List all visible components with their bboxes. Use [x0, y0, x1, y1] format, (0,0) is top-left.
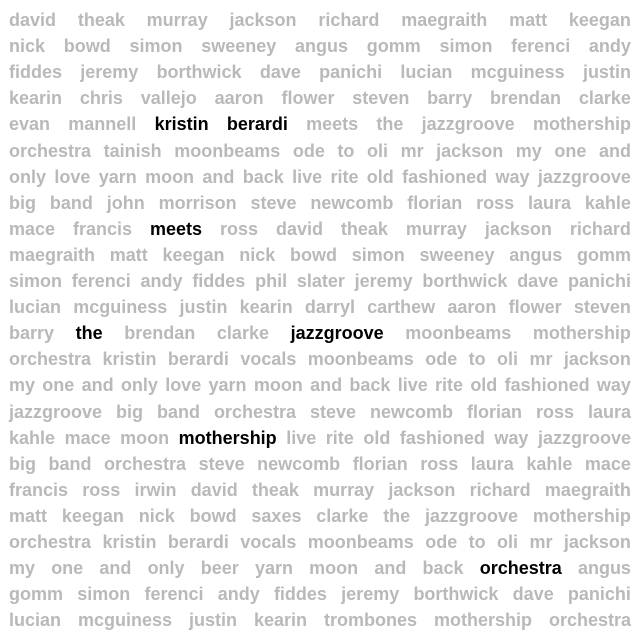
- word: old: [470, 375, 498, 396]
- word: jackson: [388, 479, 456, 500]
- text-line: [9, 294, 631, 320]
- word: rite: [325, 427, 354, 448]
- word: steven: [573, 297, 631, 318]
- word: jackson: [563, 349, 631, 370]
- word: kearin: [239, 297, 293, 318]
- word: one: [51, 558, 84, 579]
- word: tainish: [103, 140, 162, 161]
- word: gomm: [366, 36, 421, 57]
- word: my: [9, 558, 36, 579]
- text-line: [9, 372, 631, 398]
- word: steve: [309, 401, 356, 422]
- word: vallejo: [140, 88, 197, 109]
- word: mothership: [532, 323, 631, 344]
- word: matt: [509, 10, 548, 30]
- word: borthwick: [156, 62, 242, 83]
- word: back: [349, 375, 391, 396]
- word: moon: [253, 375, 303, 396]
- word: slater: [296, 271, 345, 291]
- word: flower: [281, 88, 335, 109]
- word: theak: [77, 10, 125, 30]
- word: orchestra: [9, 140, 92, 161]
- word: angus: [509, 244, 563, 265]
- word: mcguiness: [470, 62, 565, 83]
- text-line: [9, 607, 631, 633]
- highlighted-word: berardi: [226, 114, 288, 135]
- word: moon: [309, 558, 359, 579]
- word: kahle: [584, 192, 631, 213]
- word: jeremy: [341, 584, 400, 605]
- word: vocals: [240, 532, 297, 552]
- word: ross: [420, 453, 459, 474]
- word: panichi: [319, 62, 383, 83]
- word: old: [366, 166, 394, 187]
- word: panichi: [567, 271, 631, 291]
- word: morrison: [158, 192, 237, 213]
- word: orchestra: [104, 453, 187, 474]
- word: kristin: [102, 532, 157, 552]
- word: andy: [588, 36, 631, 57]
- word: andy: [217, 584, 260, 605]
- word: borthwick: [422, 271, 508, 291]
- word: david: [190, 479, 238, 500]
- word: jazzgroove: [537, 166, 631, 187]
- word: lucian: [400, 62, 453, 83]
- text-line: [9, 111, 631, 137]
- word: florian: [407, 192, 463, 213]
- word: laura: [470, 453, 514, 474]
- text-line: [9, 33, 631, 59]
- word: sweeney: [419, 244, 495, 265]
- word: steven: [352, 88, 410, 109]
- text-line: [9, 7, 631, 33]
- word: mcguiness: [77, 610, 173, 631]
- word: angus: [294, 36, 348, 57]
- word: live: [286, 427, 317, 448]
- word: borthwick: [413, 584, 499, 605]
- word: way: [494, 427, 529, 448]
- word: bowd: [63, 36, 111, 57]
- word: keegan: [568, 10, 631, 30]
- word: justin: [179, 297, 228, 318]
- word: newcomb: [310, 192, 394, 213]
- word: nick: [239, 244, 276, 265]
- word: john: [106, 192, 145, 213]
- word: yarn: [208, 375, 247, 396]
- word: only: [147, 558, 185, 579]
- word: carthew: [367, 297, 436, 318]
- word: nick: [9, 36, 46, 57]
- word: mothership: [532, 505, 631, 526]
- word: maegraith: [9, 244, 96, 265]
- text-line: [9, 555, 631, 581]
- text-line: [9, 164, 631, 190]
- word: band: [48, 453, 92, 474]
- word: barry: [9, 323, 55, 344]
- word: and: [310, 375, 343, 396]
- word: to: [468, 532, 486, 552]
- word: lucian: [9, 610, 62, 631]
- word: moonbeams: [307, 349, 414, 370]
- word: jazzgroove: [425, 505, 519, 526]
- word: back: [242, 166, 284, 187]
- word: jeremy: [80, 62, 139, 83]
- word: chris: [79, 88, 123, 109]
- word: flower: [508, 297, 562, 318]
- word: richard: [469, 479, 531, 500]
- word: richard: [318, 10, 380, 30]
- word: mothership: [532, 114, 631, 135]
- word: simon: [129, 36, 183, 57]
- word: florian: [466, 401, 522, 422]
- word: dave: [517, 271, 559, 291]
- word: mace: [584, 453, 631, 474]
- word: justin: [189, 610, 237, 631]
- word: laura: [587, 401, 631, 422]
- word: my: [9, 375, 36, 396]
- word: mr: [400, 140, 424, 161]
- word: live: [397, 375, 428, 396]
- word: to: [337, 140, 355, 161]
- word: irwin: [134, 479, 177, 500]
- word: simon: [351, 244, 405, 265]
- text-line: [9, 85, 631, 111]
- text-line: [9, 581, 631, 607]
- word: maegraith: [401, 10, 488, 30]
- text-line: [9, 346, 631, 372]
- word: love: [165, 375, 202, 396]
- word: mace: [9, 218, 56, 239]
- word: jackson: [563, 532, 631, 552]
- text-line: [9, 399, 631, 425]
- word: fiddes: [273, 584, 327, 605]
- word: jackson: [229, 10, 297, 30]
- word: angus: [577, 558, 631, 579]
- word: simon: [9, 271, 63, 291]
- word: oli: [367, 140, 388, 161]
- word: dave: [259, 62, 301, 83]
- word: aaron: [214, 88, 264, 109]
- word: mr: [529, 349, 553, 370]
- word: big: [116, 401, 143, 422]
- word: theak: [340, 218, 388, 239]
- word: beer: [200, 558, 239, 579]
- word: fashioned: [504, 375, 590, 396]
- word: newcomb: [369, 401, 453, 422]
- word: nick: [138, 505, 175, 526]
- word: andy: [140, 271, 183, 291]
- word: gomm: [9, 584, 63, 605]
- word: simon: [77, 584, 131, 605]
- word: darryl: [304, 297, 355, 318]
- word: and: [99, 558, 132, 579]
- word: richard: [569, 218, 631, 239]
- word: keegan: [61, 505, 124, 526]
- word: big: [9, 453, 36, 474]
- word: clarke: [578, 88, 631, 109]
- word: ode: [425, 532, 458, 552]
- text-line: [9, 242, 631, 268]
- highlighted-word: kristin: [154, 114, 209, 135]
- word: mace: [64, 427, 111, 448]
- word: kristin: [102, 349, 157, 370]
- word: only: [120, 375, 158, 396]
- word: ross: [82, 479, 121, 500]
- word: and: [598, 140, 631, 161]
- word: saxes: [251, 505, 302, 526]
- word: moon: [145, 166, 195, 187]
- word: fiddes: [9, 62, 63, 83]
- word: mr: [529, 532, 553, 552]
- word: orchestra: [9, 532, 92, 552]
- word: laura: [528, 192, 572, 213]
- text-line: [9, 59, 631, 85]
- word: band: [49, 192, 93, 213]
- word: panichi: [567, 584, 631, 605]
- word: bowd: [290, 244, 337, 265]
- word: ross: [219, 218, 258, 239]
- word: barry: [427, 88, 473, 109]
- word: one: [42, 375, 75, 396]
- word: brendan: [124, 323, 196, 344]
- word: theak: [251, 479, 299, 500]
- word: murray: [313, 479, 375, 500]
- word: clarke: [316, 505, 369, 526]
- word: steve: [250, 192, 297, 213]
- word: bowd: [189, 505, 237, 526]
- word: ross: [476, 192, 515, 213]
- word: justin: [582, 62, 631, 83]
- word: orchestra: [548, 610, 631, 631]
- word: rite: [435, 375, 464, 396]
- word: moon: [120, 427, 170, 448]
- word: clarke: [216, 323, 269, 344]
- word: band: [156, 401, 200, 422]
- word: back: [422, 558, 464, 579]
- text-line: [9, 529, 631, 555]
- word: lucian: [9, 297, 62, 318]
- word: the: [383, 505, 411, 526]
- word: kearin: [253, 610, 308, 631]
- word: way: [596, 375, 631, 396]
- highlighted-word: orchestra: [479, 558, 562, 579]
- word: kearin: [9, 88, 63, 109]
- word: trombones: [323, 610, 417, 631]
- word: simon: [439, 36, 493, 57]
- word: and: [81, 375, 114, 396]
- word: jeremy: [354, 271, 413, 291]
- word: gomm: [576, 244, 631, 265]
- word: mcguiness: [73, 297, 168, 318]
- word: fashioned: [399, 427, 485, 448]
- word: ferenci: [511, 36, 571, 57]
- word: kahle: [9, 427, 56, 448]
- word: kahle: [526, 453, 573, 474]
- highlighted-word: meets: [149, 218, 203, 239]
- word: florian: [352, 453, 408, 474]
- text-line: [9, 190, 631, 216]
- text-line: [9, 216, 631, 242]
- word: keegan: [162, 244, 225, 265]
- word: jazzgroove: [421, 114, 515, 135]
- word: meets: [306, 114, 359, 135]
- word: the: [376, 114, 404, 135]
- word: berardi: [167, 349, 229, 370]
- word: rite: [330, 166, 359, 187]
- word: brendan: [490, 88, 562, 109]
- highlighted-word: jazzgroove: [290, 323, 384, 344]
- word: murray: [405, 218, 467, 239]
- word: ross: [535, 401, 574, 422]
- word: old: [363, 427, 391, 448]
- word: moonbeams: [174, 140, 281, 161]
- word: vocals: [240, 349, 297, 370]
- word: david: [275, 218, 323, 239]
- word: jackson: [484, 218, 552, 239]
- word: to: [468, 349, 486, 370]
- highlighted-word: mothership: [178, 427, 277, 448]
- word: my: [515, 140, 542, 161]
- word: one: [554, 140, 587, 161]
- word: evan: [9, 114, 51, 135]
- word: live: [292, 166, 323, 187]
- word: murray: [146, 10, 208, 30]
- word: phil: [255, 271, 288, 291]
- highlighted-word: the: [75, 323, 103, 344]
- word: yarn: [254, 558, 293, 579]
- word: berardi: [167, 532, 229, 552]
- text-line: [9, 268, 631, 294]
- word: way: [495, 166, 530, 187]
- word: mothership: [433, 610, 532, 631]
- word: maegraith: [544, 479, 631, 500]
- word: fiddes: [192, 271, 246, 291]
- word: orchestra: [9, 349, 92, 370]
- word: jackson: [436, 140, 504, 161]
- word: ode: [292, 140, 325, 161]
- word: aaron: [447, 297, 497, 318]
- word: and: [374, 558, 407, 579]
- text-line: [9, 425, 631, 451]
- text-line: [9, 477, 631, 503]
- word: yarn: [98, 166, 137, 187]
- word: dave: [512, 584, 554, 605]
- word: oli: [497, 349, 519, 370]
- word: moonbeams: [405, 323, 512, 344]
- word: only: [9, 166, 47, 187]
- word: jazzgroove: [9, 401, 103, 422]
- word: jazzgroove: [537, 427, 631, 448]
- word: steve: [198, 453, 245, 474]
- word: ferenci: [144, 584, 204, 605]
- word: sweeney: [201, 36, 277, 57]
- word: francis: [73, 218, 133, 239]
- word: and: [202, 166, 235, 187]
- word: mannell: [68, 114, 137, 135]
- word: ferenci: [71, 271, 131, 291]
- word: love: [54, 166, 91, 187]
- word: matt: [109, 244, 148, 265]
- text-line: [9, 320, 631, 346]
- word: david: [9, 10, 57, 30]
- word: newcomb: [257, 453, 341, 474]
- text-line: [9, 138, 631, 164]
- word: oli: [497, 532, 519, 552]
- word: francis: [9, 479, 69, 500]
- word: orchestra: [213, 401, 296, 422]
- word: fashioned: [402, 166, 488, 187]
- word: moonbeams: [307, 532, 414, 552]
- text-line: [9, 503, 631, 529]
- word: ode: [425, 349, 458, 370]
- word: matt: [9, 505, 48, 526]
- text-line: [9, 451, 631, 477]
- word: big: [9, 192, 36, 213]
